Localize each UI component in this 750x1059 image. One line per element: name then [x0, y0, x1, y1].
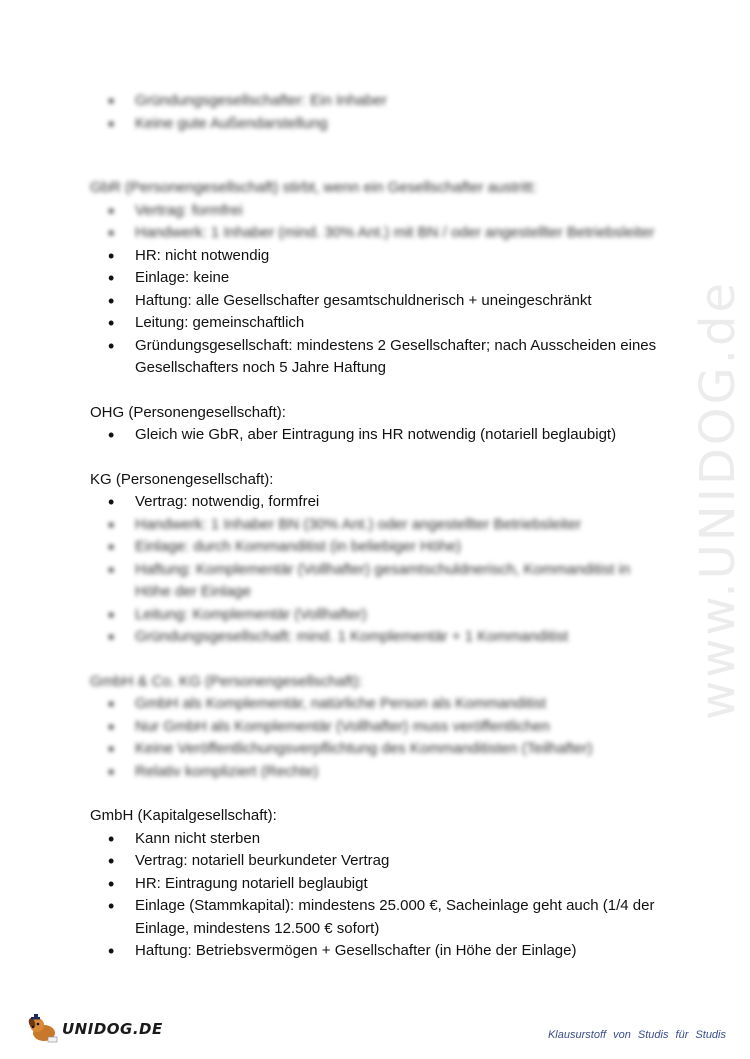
kg-heading: KG (Personengesellschaft):: [90, 470, 274, 488]
list-item: • HR: nicht notwendig: [135, 245, 670, 268]
ohg-list: [90, 424, 670, 447]
list-item: • Relativ kompliziert (Rechte): [135, 761, 670, 784]
list-item: • Kann nicht sterben: [135, 828, 670, 851]
ohg-heading: OHG (Personengesellschaft):: [90, 403, 286, 421]
gmbhco-list: [90, 693, 670, 783]
list-item: • HR: Eintragung notariell beglaubigt: [135, 873, 670, 896]
list-item: • Leitung: gemeinschaftlich: [135, 312, 670, 335]
gmbh-list: [90, 828, 670, 963]
footer-tagline: Klausurstoff von Studis für Studis: [547, 1029, 726, 1041]
list-item: • GmbH als Komplementär, natürliche Person als Kommanditist: [135, 693, 670, 716]
brand-name: UNIDOG.DE: [62, 1020, 163, 1038]
dog-mascot-icon: [26, 1014, 60, 1044]
list-item: • Handwerk: 1 Inhaber (mind. 30% Ant.) mit BN / oder angestellter Betriebsleiter: [135, 222, 670, 245]
list-item: • Einlage: durch Kommanditist (in beliebiger Höhe): [135, 536, 670, 559]
list-item: • Vertrag: notariell beurkundeter Vertrag: [135, 850, 670, 873]
list-item: • Haftung: Betriebsvermögen + Gesellschafter (in Höhe der Einlage): [135, 940, 670, 963]
list-item: • Haftung: Komplementär (Vollhafter) gesamtschuldnerisch, Kommanditist in Höhe der Einlage: [135, 559, 670, 604]
gbr-list: [90, 200, 670, 380]
document-body: [90, 90, 670, 963]
list-item: • Einlage: keine: [135, 267, 670, 290]
list-item: • Vertrag: formfrei: [135, 200, 670, 223]
list-item: • Keine Veröffentlichungsverpflichtung des Kommanditisten (Teilhafter): [135, 738, 670, 761]
list-item: • Gründungsgesellschafter: Ein Inhaber: [135, 90, 670, 113]
list-item: • Gründungsgesellschaft: mindestens 2 Gesellschafter; nach Ausscheiden eines Gesellschafters noch 5 Jahre Haftung: [135, 335, 670, 380]
gmbh-heading: GmbH (Kapitalgesellschaft):: [90, 807, 277, 824]
list-item: • Leitung: Komplementär (Vollhafter): [135, 604, 670, 627]
intro-list: [90, 90, 670, 135]
unidog-logo[interactable]: [26, 1014, 163, 1044]
kg-list: [90, 491, 670, 649]
list-item: • Nur GmbH als Komplementär (Vollhafter) muss veröffentlichen: [135, 716, 670, 739]
list-item: • Haftung: alle Gesellschafter gesamtschuldnerisch + uneingeschränkt: [135, 290, 670, 313]
gbr-heading: GbR (Personengesellschaft) stirbt, wenn ein Gesellschafter austritt:: [90, 179, 537, 196]
list-item: • Gleich wie GbR, aber Eintragung ins HR notwendig (notariell beglaubigt): [135, 424, 670, 447]
list-item: • Handwerk: 1 Inhaber BN (30% Ant.) oder angestellter Betriebsleiter: [135, 514, 670, 537]
list-item: • Vertrag: notwendig, formfrei: [135, 491, 670, 514]
gmbhco-heading: GmbH & Co. KG (Personengesellschaft):: [90, 672, 363, 690]
list-item: • Gründungsgesellschaft: mind. 1 Komplementär + 1 Kommanditist: [135, 626, 670, 649]
watermark: www.UNIDOG.de: [690, 279, 746, 720]
list-item: • Keine gute Außendarstellung: [135, 113, 670, 136]
list-item: • Einlage (Stammkapital): mindestens 25.000 €, Sacheinlage geht auch (1/4 der Einlage, mindestens 12.500 € sofort): [135, 895, 670, 940]
